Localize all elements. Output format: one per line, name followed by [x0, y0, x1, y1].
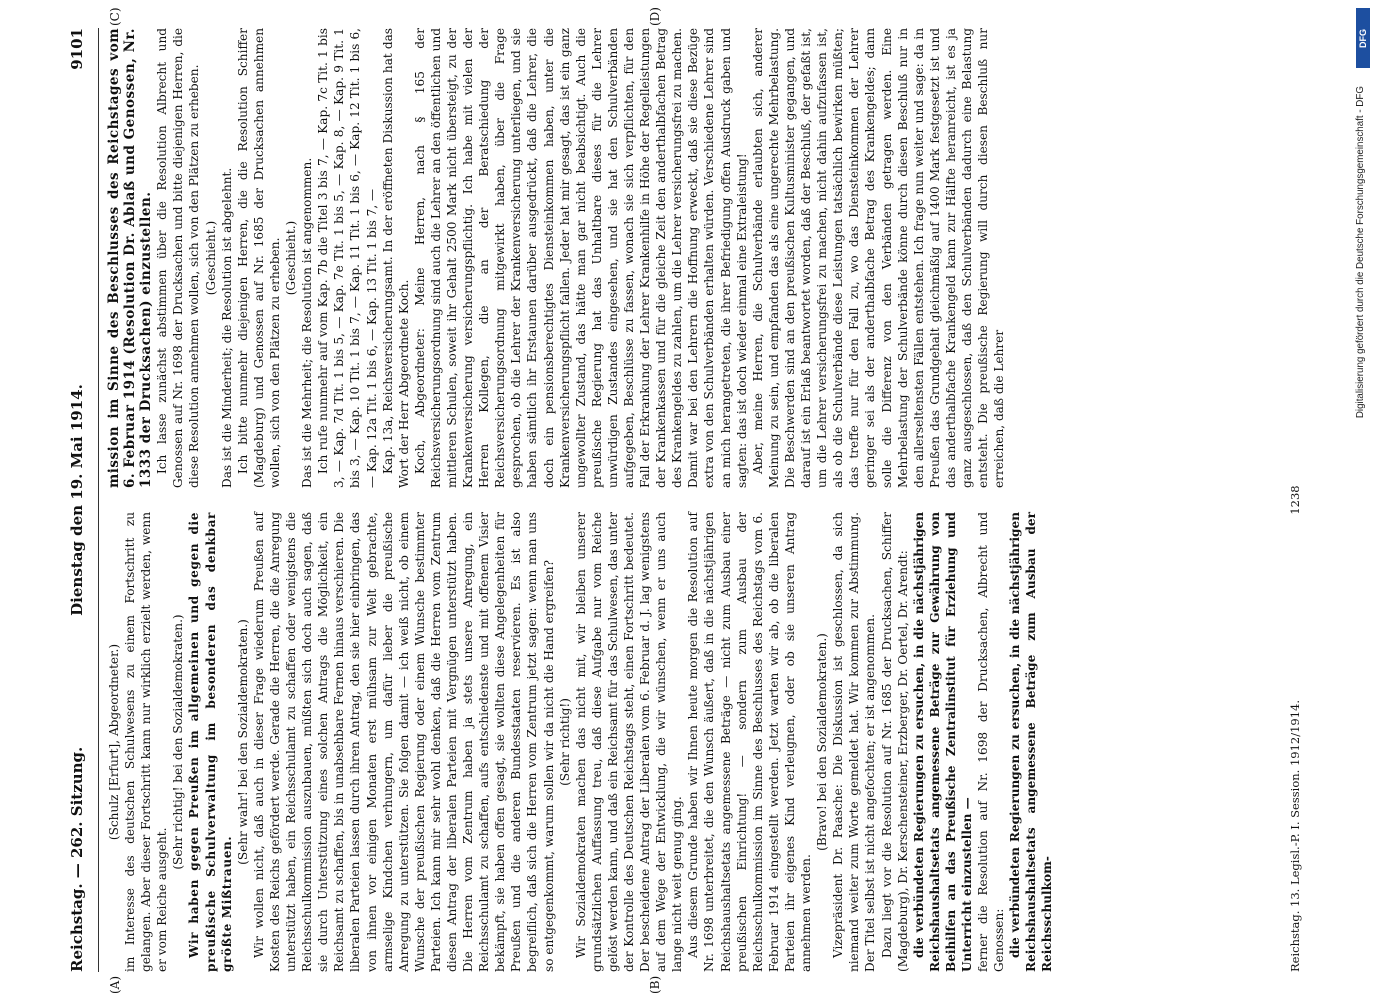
- footer-center: 1238: [1288, 485, 1302, 515]
- dfg-sidebar: [1352, 6, 1374, 736]
- interjection: (Bravo! bei den Sozialdemokraten.): [815, 633, 830, 851]
- paragraph: Ich lasse zunächst abstimmen über die Resolution Albrecht und Genossen auf Nr. 1698 der Drucksachen und bitte diejenigen Herren, die diese Resolution annehmen wollen, sich von den Plätzen zu erheben.: [155, 28, 202, 488]
- right-column: [106, 28, 1007, 488]
- paragraph: ferner die Resolution auf Nr. 1698 der Drucksachen, Albrecht und Genossen:: [976, 512, 1007, 972]
- paragraph: Das ist die Minderheit; die Resolution ist abgelehnt.: [219, 167, 234, 488]
- margin-marker-d: (D): [648, 7, 662, 26]
- interjection: (Sehr richtig! bei den Sozialdemokraten.): [171, 614, 186, 870]
- paragraph: Aus diesem Grunde haben wir Ihnen heute morgen die Resolution auf Nr. 1698 unterbreitet, die den Wunsch äußert, daß in die nächstjährigen Reichshaushaltsetats angemessene Beträge — nicht zum Ausbau einer preußischen Einrichtung! — sondern zum Ausbau der Reichsschulkommission im Sinne des Beschlusses des Reichstags vom 6. Februar 1914 eingestellt werden. Jetzt warten wir ab, ob die liberalen Parteien ihr eigenes Kind verleugnen, oder ob sie unseren Antrag annehmen werden.: [686, 512, 814, 972]
- page-header: [58, 28, 99, 972]
- paragraph: Ich bitte nunmehr diejenigen Herren, die die Resolution Schiffer (Magdeburg) und Genossen auf Nr. 1685 der Drucksachen annehmen wollen, sich von den Plätzen zu erheben.: [235, 28, 282, 488]
- paragraph: Aber, meine Herren, die Schulverbände erlaubten sich, anderer Meinung zu sein, und empfanden das als eine ungerechte Mehrbelastung. Die Beschwerden sind an den preußischen Kultusminister gegangen, und darauf ist ein Erlaß beantwortet worden, daß der Beschluß, der gefaßt ist, um die Lehrer versicherungsfrei zu machen, nicht dahin aufzufassen ist, als ob die Schulverbände diese Leistungen tatsächlich bewirken müßten; das treffe nur für den Fall zu, wo das Diensteinkommen der Lehrer geringer sei als der anderthalbfache Betrag des Krankengeldes; dann solle die Differenz von den Verbänden getragen werden. Eine Mehrbelastung der Schulverbände könne durch diesen Beschluß nur in den allerseltensten Fällen entstehen. Ich frage nun weiter und sage: da in Preußen das Grundgehalt gleichmäßig auf 1400 Mark festgesetzt ist und das anderthalbfache Krankengeld kann zur Hälfte heranreicht, ist es ja ganz ausgeschlossen, daß den Schulverbänden dadurch eine Belastung entsteht. Die preußische Regierung will durch diesen Beschluß nur erreichen, daß die Lehrer: [750, 28, 1007, 488]
- margin-marker-c: (C): [108, 7, 122, 26]
- paragraph: im Interesse des deutschen Schulwesens zu einem Fortschritt zu gelangen. Aber dieser Fortschritt kann nur wirklich erzielt werden, wenn er vom Reiche ausgeht.: [123, 512, 170, 972]
- speaker-paragraph: Koch, Abgeordneter: Meine Herren, nach § 165 der Reichsversicherungsordnung sind auch die Lehrer an den öffentlichen und mittleren Schulen, soweit ihr Gehalt 2500 Mark nicht übersteigt, zu der Krankenversicherung versicherungspflichtig. Ich habe mit vielen der Herren Kollegen, die an der Beratschiedung der Reichsversicherungsordnung mitgewirkt haben, über die Frage gesprochen, ob die Lehrer der Krankenversicherung unterliegen, und sie haben sämtlich ihr Erstaunen darüber ausgedrückt, daß die Lehrer, die doch ein pensionsberechtigtes Diensteinkommen haben, unter die Krankenversicherungspflicht fallen. Jeder hat mir gesagt, das ist ein ganz ungewollter Zustand, das hätte man gar nicht beabsichtigt. Auch die preußische Regierung hat das Unhaltbare dieses für die Lehrer unwürdigen Zustandes eingesehen, und sie hat den Schulverbänden aufgegeben, Beschlüsse zu fassen, wonach sie sich verpflichten, für den Fall der Erkrankung der Lehrer Krankenhilfe in Höhe der Regelleistungen der Krankenkassen und für die gleiche Zeit den anderthalbfachen Betrag des Krankengeldes zu zahlen, um die Lehrer versicherungsfrei zu machen. Damit war bei den Lehrern die Hoffnung erweckt, daß sie diese Bezüge extra von den Schulverbänden erhalten würden. Verschiedene Lehrer sind an mich herangetreten, die ihrer Befriedigung offen Ausdruck gaben und sagten: das ist doch wieder einmal eine Extraleistung!: [412, 28, 749, 488]
- left-column: [106, 512, 1056, 972]
- paragraph: Kap. 13a, Reichsversicherungsamt. In der eröffneten Diskussion hat das Wort der Herr Abgeordnete Koch.: [380, 28, 411, 488]
- speaker-continuation: (Schulz [Erfurt], Abgeordneter.): [107, 643, 121, 841]
- paragraph: Wir Sozialdemokraten machen das nicht mit, wir bleiben unserer grundsätzlichen Auffassung treu, daß diese Aufgabe nur vom Reiche gelöst werden kann, und daß ein Reichsamt für das Schulwesen, das unter der Kontrolle des Deutschen Reichstags steht, einen Fortschritt bedeutet. Der bescheidene Antrag der Liberalen vom 6. Februar d. J. lag wenigstens auf dem Wege der Entwicklung, die wir wünschen, wenn er uns auch lange nicht weit genug ging.: [573, 512, 685, 972]
- resolution-text: die verbündeten Regierungen zu ersuchen, in die nächstjährigen Reichshaushaltsetats angemessene Beträge zur Gewährung von Beihilfen an das Preußische Zentralinstitut für Erziehung und Unterricht einzustellen —: [911, 512, 974, 972]
- interjection: (Geschieht.): [284, 220, 299, 296]
- speaker-paragraph: Vizepräsident Dr. Paasche: Die Diskussion ist geschlossen, da sich niemand weiter zum Worte gemeldet hat. Wir kommen zur Abstimmung. Der Titel selbst ist nicht angefochten; er ist angenommen.: [831, 512, 878, 972]
- paragraph: Wir haben gegen Preußen im allgemeinen und gegen die preußische Schulverwaltung im besonderen das denkbar größte Mißtrauen.: [187, 512, 234, 972]
- interjection: (Geschieht.): [203, 220, 218, 296]
- paragraph: Dazu liegt vor die Resolution auf Nr. 1685 der Drucksachen, Schiffer (Magdeburg), Dr. Kerschensteiner, Erzberger, Dr. Oertel, Dr. Arendt:: [879, 512, 910, 972]
- dfg-credit: Digitalisierung gefördert durch die Deutsche Forschungsgemeinschaft - DFG: [1355, 86, 1366, 419]
- dfg-logo-label: DFG: [1358, 28, 1368, 48]
- paragraph: Ich rufe nunmehr auf vom Kap. 7b die Titel 3 bis 7, — Kap. 7c Tit. 1 bis 3, — Kap. 7d Tit. 1 bis 5, — Kap. 7e Tit. 1 bis 5, — Kap. 8, — Kap. 9 Tit. 1 bis 3, — Kap. 10 Tit. 1 bis 7, — Kap. 11 Tit. 1 bis 6, — Kap. 12 Tit. 1 bis 6, — Kap. 12a Tit. 1 bis 6, — Kap. 13 Tit. 1 bis 7, —: [316, 28, 379, 488]
- newspaper-page: [58, 7, 1322, 994]
- dfg-logo: [1356, 8, 1370, 68]
- margin-marker-a: (A): [108, 975, 122, 994]
- interjection: (Sehr richtig!): [557, 698, 572, 786]
- paragraph: Wir wollen nicht, daß auch in dieser Frage wiederum Preußen auf Kosten des Reichs gefördert werde. Gerade die Herren, die die Anregung unterstützt haben, ein Reichsschulamt zu schaffen oder wenigstens die Reichsschulkommission auszubauen, müßten sich doch auch sagen, daß sie durch Unterstützung eines solchen Antrags die Möglichkeit, ein Reichsamt zu schaffen, bis in unabsehbare Fernen hinaus verschieren. Die liberalen Parteien lassen durch ihren Antrag, den sie hier einbringen, das von ihnen vor einigen Monaten erst mühsam zur Welt gebrachte, armselige Kindchen verhungern, um dafür lieber die preußische Anregung zu unterstützen. Sie folgen damit — ich weiß nicht, ob einem Wunsche der preußischen Regierung oder einem Wunsche bestimmter Parteien. Ich kann mir sehr wohl denken, daß die Herren vom Zentrum diesen Antrag der liberalen Parteien mit Vergnügen unterstützt haben. Die Herren vom Zentrum haben ja stets unsere Anregung, ein Reichsschulamt zu schaffen, aufs entschiedenste und mit offenem Visier bekämpft, sie haben offen gesagt, sie wollten diese Angelegenheiten für Preußen und die anderen Bundesstaaten reservieren. Es ist also begreiflich, daß sich die Herren vom Zentrum jetzt sagen: wenn man uns so entgegenkommt, warum sollen wir da nicht die Hand ergreifen?: [251, 512, 556, 972]
- resolution-text: die verbündeten Regierungen zu ersuchen, in die nächstjährigen Reichshaushaltsetats angemessene Beträge zum Ausbau der Reichsschulkom-: [1008, 512, 1055, 972]
- header-date: Dienstag den 19. Mai 1914.: [68, 384, 86, 616]
- paragraph: Das ist die Mehrheit; die Resolution ist angenommen.: [300, 157, 315, 488]
- interjection: (Sehr wahr! bei den Sozialdemokraten.): [235, 619, 250, 865]
- footer-left: Reichstag. 13. Legisl.-P. I. Session. 1912/1914.: [1288, 699, 1302, 972]
- header-left: Reichstag. — 262. Sitzung.: [68, 746, 86, 972]
- margin-marker-b: (B): [648, 975, 662, 994]
- resolution-text: mission im Sinne des Beschlusses des Reichstages vom 6. Februar 1914 (Resolution Dr. Ablaß und Genossen, Nr. 1333 der Drucksachen) einzustellen.: [106, 28, 155, 488]
- page-number: 9101: [68, 28, 86, 70]
